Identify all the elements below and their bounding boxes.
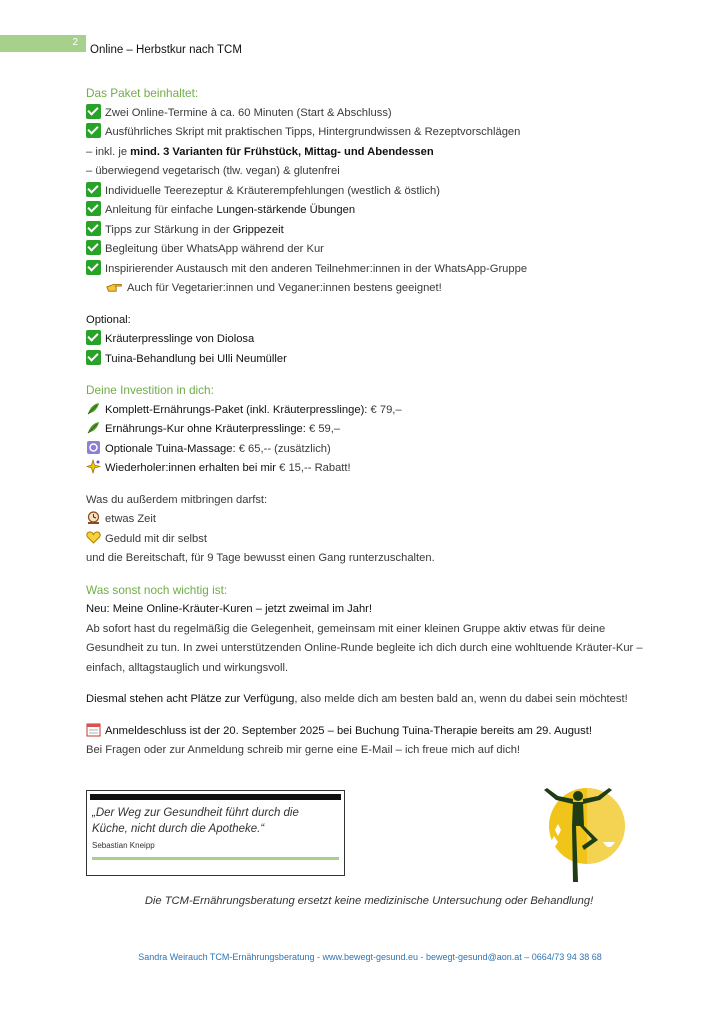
package-subitem: – inkl. je mind. 3 Varianten für Frühstück, Mittag- und Abendessen	[86, 145, 434, 158]
footer-contact: Sandra Weirauch TCM-Ernährungsberatung - www.bewegt-gesund.eu - bewegt-gesund@aon.at – 0664/73 94 38 68	[138, 952, 602, 962]
package-note: Auch für Vegetarier:innen und Veganer:innen bestens geeignet!	[86, 279, 646, 299]
important-subheading: Neu: Meine Online-Kräuter-Kuren – jetzt zweimal im Jahr!	[86, 603, 373, 615]
pointing-hand-icon	[106, 279, 123, 294]
package-subitem: – überwiegend vegetarisch (tlw. vegan) & glutenfrei	[86, 165, 340, 177]
investment-heading: Deine Investition in dich:	[86, 383, 214, 397]
check-icon	[86, 330, 101, 345]
bring-item: etwas Zeit	[86, 510, 646, 530]
contact-line: Bei Fragen oder zur Anmeldung schreib mir gerne eine E-Mail – ich freue mich auf dich!	[86, 744, 521, 756]
clock-icon	[86, 510, 101, 525]
bring-heading: Was du außerdem mitbringen darfst:	[86, 493, 268, 506]
herb-leaf-icon	[86, 420, 101, 435]
check-icon	[86, 123, 101, 138]
price-item: Optionale Tuina-Massage: € 65,-- (zusätzlich)	[86, 440, 646, 460]
check-icon	[86, 201, 101, 216]
seats-paragraph: Diesmal stehen acht Plätze zur Verfügung, also melde dich am besten bald an, wenn du dabei sein möchtest!	[86, 693, 628, 705]
price-item: Wiederholer:innen erhalten bei mir € 15,-- Rabatt!	[86, 459, 646, 479]
quote-text: „Der Weg zur Gesundheit führt durch die Küche, nicht durch die Apotheke.“	[92, 807, 299, 835]
check-icon	[86, 182, 101, 197]
bring-closing: und die Bereitschaft, für 9 Tage bewusst einen Gang runterzuschalten.	[86, 552, 435, 564]
heart-icon	[86, 530, 101, 545]
check-icon	[86, 260, 101, 275]
package-item: Begleitung über WhatsApp während der Kur	[86, 240, 646, 260]
package-item: Individuelle Teerezeptur & Kräuterempfehlungen (westlich & östlich)	[86, 182, 646, 202]
bring-item: Geduld mit dir selbst	[86, 530, 646, 550]
check-icon	[86, 350, 101, 365]
package-item: Anleitung für einfache Lungen-stärkende Übungen	[86, 201, 646, 221]
price-item: Komplett-Ernährungs-Paket (inkl. Kräuterpresslinge): € 79,–	[86, 401, 646, 421]
quote-top-bar	[90, 794, 341, 800]
sparkle-icon	[86, 459, 101, 474]
main-content	[86, 84, 646, 761]
deadline-line: Anmeldeschluss ist der 20. September 2025 – bei Buchung Tuina-Therapie bereits am 29. August!	[86, 722, 646, 742]
important-paragraph: Ab sofort hast du regelmäßig die Gelegenheit, gemeinsam mit einer kleinen Gruppe aktiv etwas für deine Gesundheit zu tun. In zwei unterstützenden Online-Runde begleite ich dich durch eine wohltuende Kräuter-Kur – einfach, alltagstauglich und wirkungsvoll.	[86, 622, 643, 674]
package-heading: Das Paket beinhaltet:	[86, 86, 199, 100]
quote-author: Sebastian Kneipp	[92, 841, 155, 850]
page-number: 2	[72, 37, 78, 48]
check-icon	[86, 104, 101, 119]
check-icon	[86, 240, 101, 255]
price-item: Ernährungs-Kur ohne Kräuterpresslinge: € 59,–	[86, 420, 646, 440]
package-item: Tipps zur Stärkung in der Grippezeit	[86, 221, 646, 241]
package-item: Inspirierender Austausch mit den anderen Teilnehmer:innen in der WhatsApp-Gruppe	[86, 260, 646, 280]
calendar-icon	[86, 722, 101, 737]
optional-item: Tuina-Behandlung bei Ulli Neumüller	[86, 350, 646, 370]
check-icon	[86, 221, 101, 236]
optional-heading: Optional:	[86, 313, 131, 326]
disclaimer: Die TCM-Ernährungsberatung ersetzt keine medizinische Untersuchung oder Behandlung!	[144, 895, 594, 907]
herb-leaf-icon	[86, 401, 101, 416]
page-number-tab	[0, 35, 86, 52]
package-item: Zwei Online-Termine à ca. 60 Minuten (Start & Abschluss)	[86, 104, 646, 124]
quote-bottom-bar	[92, 857, 339, 860]
quote-box	[86, 790, 345, 876]
massage-icon	[86, 440, 101, 455]
important-heading: Was sonst noch wichtig ist:	[86, 582, 228, 597]
header-title: Online – Herbstkur nach TCM	[90, 44, 242, 56]
optional-item: Kräuterpresslinge von Diolosa	[86, 330, 646, 350]
package-item: Ausführliches Skript mit praktischen Tipps, Hintergrundwissen & Rezeptvorschlägen	[86, 123, 646, 143]
yoga-figure-icon	[526, 782, 636, 887]
